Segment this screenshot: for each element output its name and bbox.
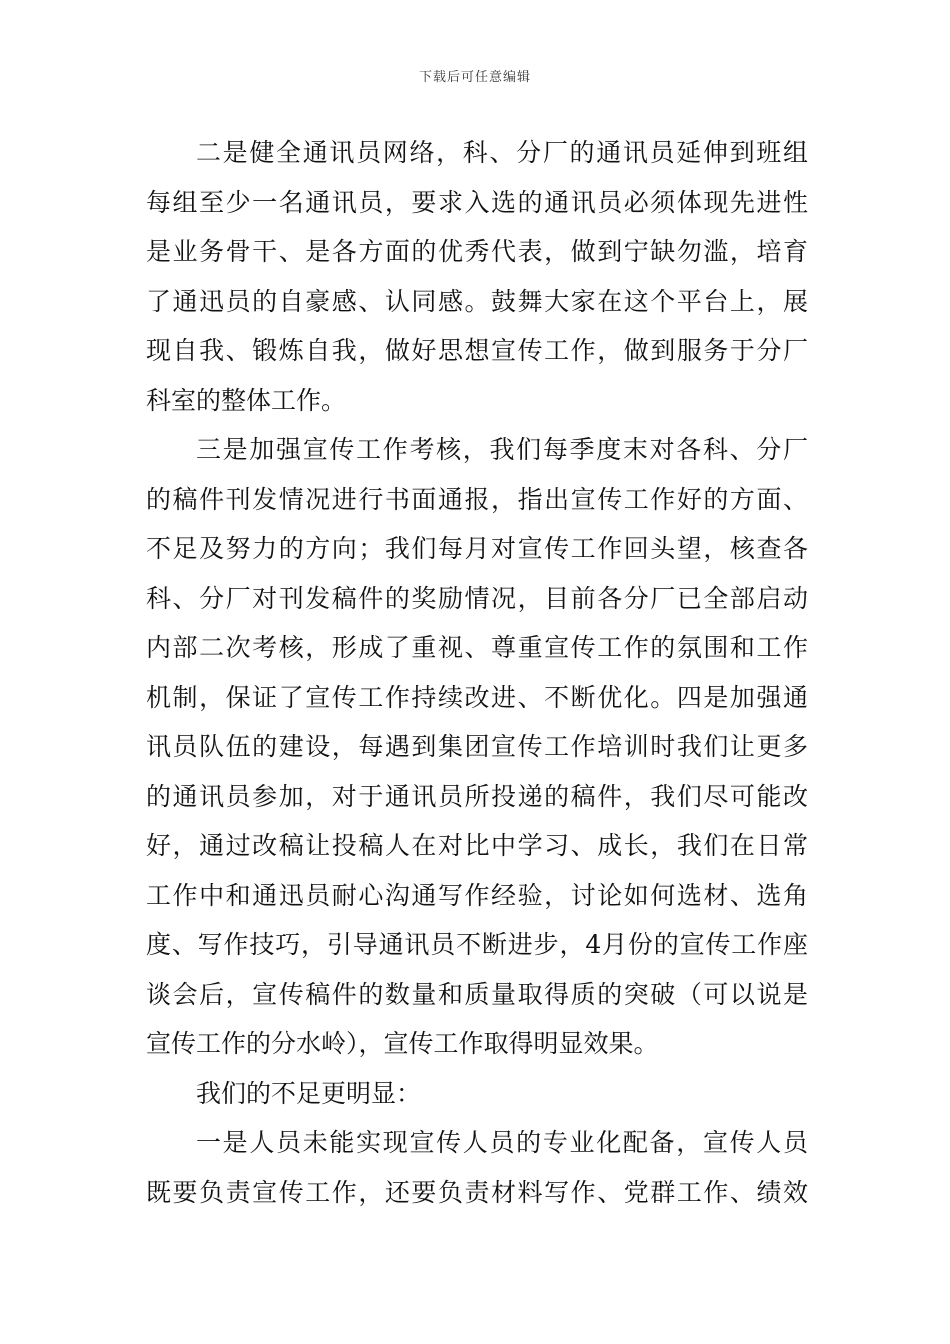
text-line: 既要负责宣传工作，还要负责材料写作、党群工作、绩效: [146, 1177, 808, 1207]
text-line: 我们的不足更明显：: [196, 1078, 422, 1108]
text-line: 科、分厂对刊发稿件的奖励情况，目前各分厂已全部启动: [146, 583, 808, 613]
text-line: 内部二次考核，形成了重视、尊重宣传工作的氛围和工作: [146, 633, 808, 662]
text-line: 谈会后，宣传稿件的数量和质量取得质的突破（可以说是: [146, 979, 808, 1009]
page-header: 下载后可任意编辑: [418, 70, 531, 85]
text-line: 工作中和通迅员耐心沟通写作经验，讨论如何选材、选角: [146, 880, 808, 910]
text-line: 是业务骨干、是各方面的优秀代表，做到宁缺勿滥，培育: [146, 237, 808, 266]
text-line: 三是加强宣传工作考核，我们每季度末对各科、分厂: [196, 435, 808, 464]
text-line: 每组至少一名通讯员，要求入选的通讯员必须体现先进性: [146, 187, 808, 217]
text-line: 一是人员未能实现宣传人员的专业化配备，宣传人员: [196, 1128, 808, 1157]
text-line: 度、写作技巧，引导通讯员不断进步，4月份的宣传工作座: [146, 930, 808, 959]
document-body: [146, 128, 808, 1217]
text-line: 了通迅员的自豪感、认同感。鼓舞大家在这个平台上，展: [146, 286, 808, 316]
text-line: 宣传工作的分水岭），宣传工作取得明显效果。: [146, 1029, 659, 1058]
text-line: 现自我、锻炼自我，做好思想宣传工作，做到服务于分厂: [146, 336, 808, 365]
text-line: 不足及努力的方向；我们每月对宣传工作回头望，核查各: [146, 534, 808, 563]
text-line: 的通讯员参加，对于通讯员所投递的稿件，我们尽可能改: [146, 781, 808, 811]
text-line: 的稿件刊发情况进行书面通报，指出宣传工作好的方面、: [146, 484, 808, 514]
text-line: 好，通过改稿让投稿人在对比中学习、成长，我们在日常: [146, 831, 808, 860]
text-line: 科室的整体工作。: [146, 385, 347, 415]
text-line: 讯员队伍的建设，每遇到集团宣传工作培训时我们让更多: [146, 732, 808, 761]
text-line: 二是健全通讯员网络，科、分厂的通讯员延伸到班组: [196, 138, 808, 167]
text-line: 机制，保证了宣传工作持续改进、不断优化。四是加强通: [146, 682, 808, 712]
